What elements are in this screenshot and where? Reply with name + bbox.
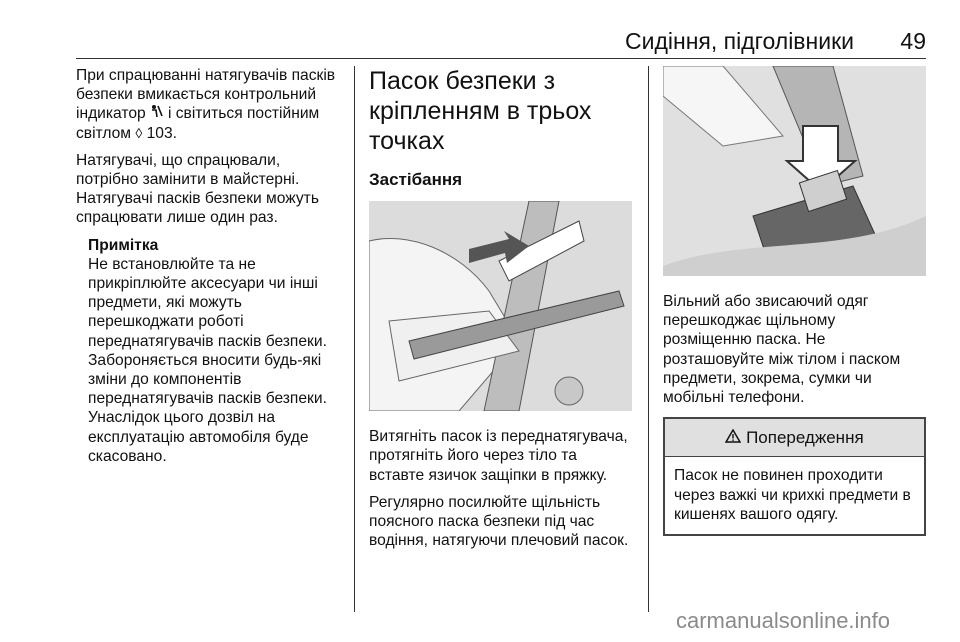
paragraph: Регулярно посилюйте щільність поясного паска безпеки під час водіння, натягуючи плечовий пасок. <box>369 493 629 550</box>
note-block <box>88 236 346 466</box>
text: При спрацюванні натягувачів пасків безпеки вмикається контрольний індикатор <box>76 67 336 123</box>
page-reference[interactable]: 103. <box>146 124 177 142</box>
illustration-fastening-belt <box>369 201 632 411</box>
paragraph: Вільний або звисаючий одяг перешкоджає щільному розміщенню паска. Не розташовуйте між тілом і паском предмети, зокрема, сумки чи мобільні телефони. <box>663 293 901 407</box>
watermark: carmanualsonline.info <box>676 608 891 633</box>
page-ref-icon: ◊ <box>135 124 143 141</box>
page-number: 49 <box>900 28 926 54</box>
column-left <box>76 66 346 466</box>
warning-box <box>663 417 926 536</box>
note-text: Не встановлюйте та не прикріплюйте аксесуари чи інші предмети, які можуть перешкоджати роботі переднатягувачів пасків безпеки. Забороняється вносити будь-які зміни до компонентів переднатягувачів пасків безпеки. Унаслідок цього дозвіл на експлуатацію автомобіля буде скасовано. <box>88 255 327 465</box>
column-middle <box>369 66 635 558</box>
paragraph <box>76 66 346 143</box>
text: і світиться постійним світлом <box>76 105 320 142</box>
section-heading: Пасок безпеки з кріпленням в трьох точках <box>369 67 592 155</box>
warning-header <box>665 419 924 457</box>
section-title: Сидіння, підголівники <box>625 28 854 54</box>
header-rule <box>76 58 926 59</box>
column-right <box>663 66 926 536</box>
illustration-buckle <box>663 66 926 276</box>
subsection-heading: Застібання <box>369 170 463 189</box>
warning-text: Пасок не повинен проходити через важкі чи крихкі предмети в кишенях вашого одягу. <box>674 467 911 523</box>
note-title: Примітка <box>88 236 159 254</box>
warning-title: Попередження <box>746 428 864 448</box>
paragraph: Витягніть пасок із переднатягувача, протягніть його через тіло та вставте язичок защіпки в пряжку. <box>369 428 628 484</box>
page-header <box>76 22 926 58</box>
column-divider <box>354 66 355 612</box>
column-divider <box>648 66 649 612</box>
paragraph: Натягувачі, що спрацювали, потрібно замінити в майстерні. Натягувачі пасків безпеки можуть спрацювати лише один раз. <box>76 151 319 227</box>
seatbelt-airbag-icon <box>150 105 168 121</box>
warning-triangle-icon <box>725 428 746 447</box>
